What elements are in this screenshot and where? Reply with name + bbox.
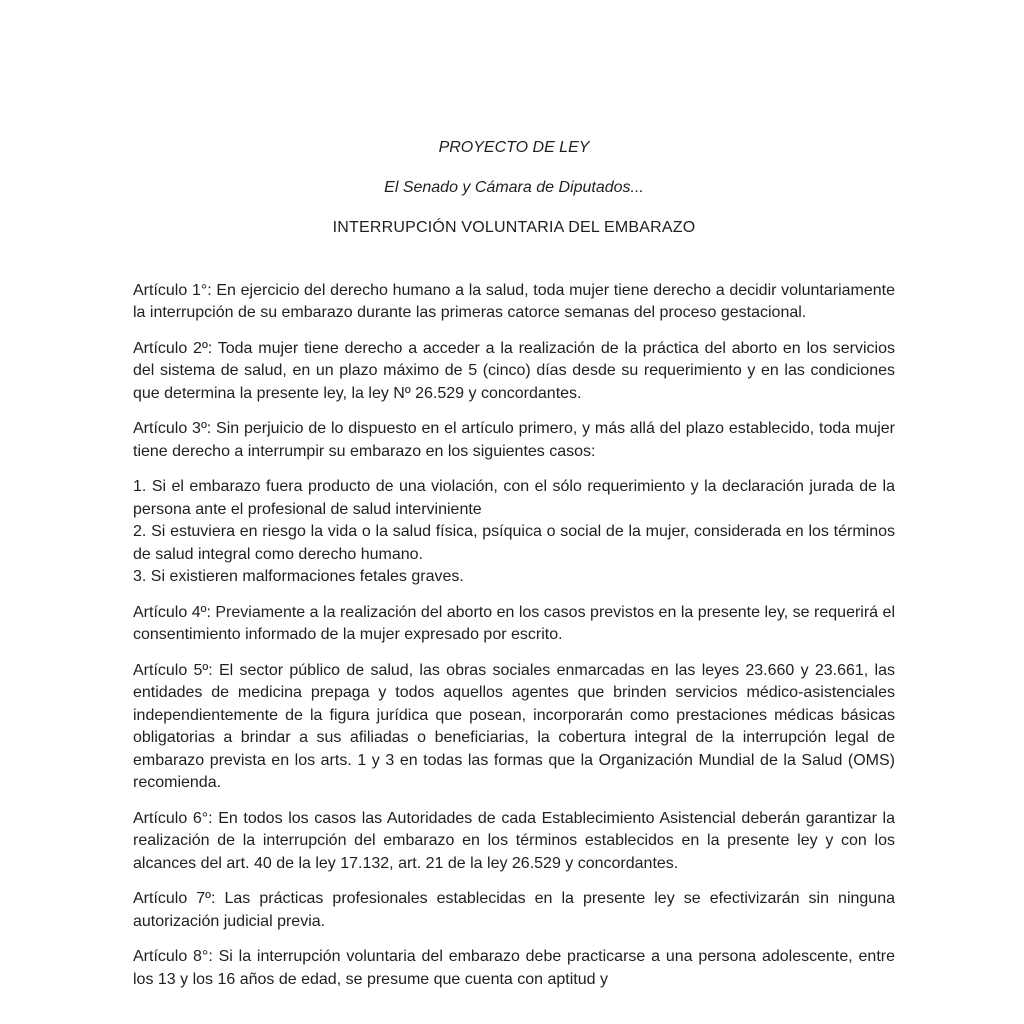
document-title: PROYECTO DE LEY <box>438 139 590 156</box>
paragraph-articulo-5: Artículo 5º: El sector público de salud, las obras sociales enmarcadas en las leyes 23.660 y 23.661, las entidades de medicina prepaga y todos aquellos agentes que brinden servicios médico-asistenciales independientemente de la figura jurídica que posean, incorporarán como prestaciones médicas básicas obligatorias a brindar a sus afiliadas o beneficiarias, la cobertura integral de la interrupción legal de embarazo prevista en los arts. 1 y 3 en todas las formas que la Organización Mundial de la Salud (OMS) recomienda. <box>133 661 895 791</box>
case-item-3: 3. Si existieren malformaciones fetales graves. <box>133 568 464 585</box>
document-heading: INTERRUPCIÓN VOLUNTARIA DEL EMBARAZO <box>332 219 696 236</box>
case-item-1: 1. Si el embarazo fuera producto de una violación, con el sólo requerimiento y la declaración jurada de la persona ante el profesional de salud interviniente <box>133 478 895 518</box>
paragraph-articulo-4: Artículo 4º: Previamente a la realización del aborto en los casos previstos en la presente ley, se requerirá el consentimiento informado de la mujer expresado por escrito. <box>133 603 895 643</box>
paragraph-articulo-3: Artículo 3º: Sin perjuicio de lo dispuesto en el artículo primero, y más allá del plazo establecido, toda mujer tiene derecho a interrumpir su embarazo en los siguientes casos: <box>133 420 895 460</box>
case-item-2: 2. Si estuviera en riesgo la vida o la salud física, psíquica o social de la mujer, considerada en los términos de salud integral como derecho humano. <box>133 523 895 563</box>
paragraph-articulo-2: Artículo 2º: Toda mujer tiene derecho a acceder a la realización de la práctica del aborto en los servicios del sistema de salud, en un plazo máximo de 5 (cinco) días desde su requerimiento y en las condiciones que determina la presente ley, la ley Nº 26.529 y concordantes. <box>133 339 895 402</box>
document-content <box>133 137 895 1004</box>
paragraph-articulo-1: Artículo 1°: En ejercicio del derecho humano a la salud, toda mujer tiene derecho a decidir voluntariamente la interrupción de su embarazo durante las primeras catorce semanas del proceso gestacional. <box>133 281 895 321</box>
paragraph-articulo-8: Artículo 8°: Si la interrupción voluntaria del embarazo debe practicarse a una persona adolescente, entre los 13 y los 16 años de edad, se presume que cuenta con aptitud y <box>133 948 895 988</box>
articulo-3-case-list <box>133 476 895 589</box>
document-subtitle: El Senado y Cámara de Diputados... <box>384 178 644 196</box>
paragraph-articulo-6: Artículo 6°: En todos los casos las Autoridades de cada Establecimiento Asistencial deberán garantizar la realización de la interrupción del embarazo en los términos establecidos en la presente ley y con los alcances del art. 40 de la ley 17.132, art. 21 de la ley 26.529 y concordantes. <box>133 809 895 872</box>
paragraph-articulo-7: Artículo 7º: Las prácticas profesionales establecidas en la presente ley se efectivizarán sin ninguna autorización judicial previa. <box>133 890 895 930</box>
